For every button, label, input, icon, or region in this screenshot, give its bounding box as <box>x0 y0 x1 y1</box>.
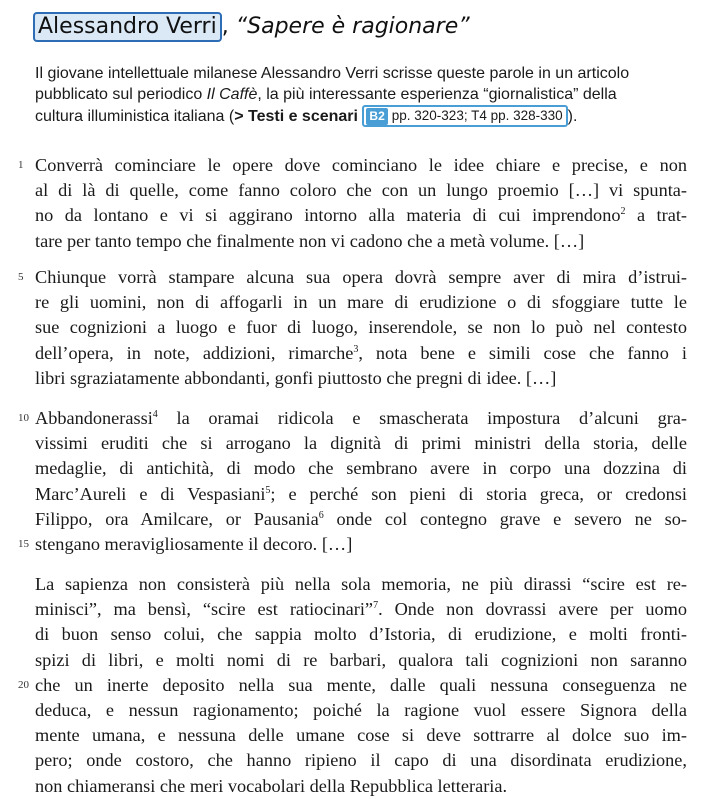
volume-badge: B2 <box>366 108 387 125</box>
line-text: libri sgraziatamente abbondanti, gonfi piuttosto che pregni di idee. […] <box>35 367 557 388</box>
intro-text-fragment: cultura illuministica italiana ( <box>35 108 235 125</box>
line-text: onde col contegno grave e severo ne so- <box>323 508 687 529</box>
intro-text <box>35 63 695 126</box>
line-text: sue cognizioni a luogo e fuor di luogo, inserendole, se non lo può nel contesto <box>35 317 687 338</box>
line-text: tare per tanto tempo che finalmente non vi cadono che a metà volume. […] <box>35 230 585 251</box>
text-line <box>35 456 687 481</box>
line-text: la oramai ridicola e smascherata impostura d’alcuni gra- <box>157 408 687 428</box>
cross-reference-link[interactable]: > Testi e scenari <box>234 108 358 125</box>
footnote-marker[interactable]: 7 <box>373 600 379 612</box>
text-line <box>35 178 687 203</box>
text-line <box>18 153 687 178</box>
text-line <box>18 673 687 698</box>
author-name: Alessandro Verri <box>38 14 217 39</box>
text-line <box>35 482 687 507</box>
paragraph-4 <box>18 572 687 799</box>
line-number: 10 <box>18 412 29 424</box>
line-text: Filippo, ora Amilcare, or Pausania <box>35 508 319 529</box>
line-text: al di là di quelle, come fanno coloro che con un lungo proemio […] vi spunta- <box>35 180 687 201</box>
line-text: . Onde non dovrassi avere per uomo <box>378 599 687 620</box>
author-highlight[interactable] <box>33 12 222 42</box>
line-text: re gli uomini, non di affogarli in un mare di erudizione o di sfoggiare tutte le <box>35 292 687 313</box>
footnote-marker[interactable]: 6 <box>318 509 324 521</box>
text-line <box>35 366 687 391</box>
text-line <box>35 229 687 254</box>
line-number: 1 <box>18 159 24 171</box>
line-text: vissimi eruditi che si arrogano la dignità di primi ministri della storia, delle <box>35 433 687 454</box>
line-text: che un inerte deposito nella sua mente, dalle quali nessuna conseguenza ne <box>35 674 687 695</box>
intro-line-2 <box>35 84 695 105</box>
paragraph-1 <box>18 153 687 254</box>
line-text: pero; onde costoro, che hanno ripieno il capo di una disordinata erudizione, <box>35 750 687 771</box>
line-text: Chiunque vorrà stampare alcuna sua opera dovrà sempre aver di mira d’istrui- <box>35 267 687 287</box>
text-line <box>35 622 687 647</box>
text-line <box>35 774 687 799</box>
page-reference-box[interactable] <box>362 105 567 127</box>
paragraph-2 <box>18 265 687 391</box>
journal-title: Il Caffè <box>206 86 258 103</box>
text-line <box>18 406 687 431</box>
page-title <box>33 12 470 42</box>
line-text: deduca, e nessun ragionamento; poiché la ragione vuol essere Signora della <box>35 699 687 720</box>
line-number: 5 <box>18 271 24 283</box>
footnote-marker[interactable]: 3 <box>353 343 359 355</box>
text-line <box>35 597 687 622</box>
line-number: 20 <box>18 678 29 691</box>
line-text: a trat- <box>625 205 687 226</box>
line-text: non chiameransi che meri vocabolari della Repubblica letteraria. <box>35 775 508 796</box>
text-line <box>35 290 687 315</box>
text-line <box>18 265 687 290</box>
text-line <box>35 572 687 597</box>
text-line <box>35 341 687 366</box>
work-title: “Sapere è ragionare” <box>235 14 470 39</box>
line-text: ; e perché son pieni di storia greca, or credonsi <box>270 483 688 504</box>
text-line <box>35 507 687 532</box>
text-line <box>35 723 687 748</box>
line-text: mente umana, e nessuna delle umane cose si deve sottrarre al dolce suo im- <box>35 725 687 746</box>
page-reference: pp. 320-323; T4 pp. 328-330 <box>391 108 563 123</box>
footnote-marker[interactable]: 4 <box>152 409 158 420</box>
line-text: Marc’Aureli e di Vespasiani <box>35 483 266 504</box>
line-text: minisci”, ma bensì, “scire est ratiocinari” <box>35 599 374 620</box>
intro-text-fragment: pubblicato sul periodico <box>35 86 207 103</box>
intro-line-3 <box>35 105 695 126</box>
line-text: spizi di libri, e molti nomi di re barbari, qualora tali cognizioni non saranno <box>35 649 687 670</box>
text-line <box>35 648 687 673</box>
intro-text-fragment: ). <box>567 108 578 125</box>
line-text: dell’opera, in note, addizioni, rimarche <box>35 342 354 363</box>
line-text: Converrà cominciare le opere dove cominciano le idee chiare e precise, e non <box>35 155 687 175</box>
text-line <box>35 203 687 228</box>
text-line <box>35 315 687 340</box>
line-number: 15 <box>18 537 29 550</box>
line-text: Abbandonerassi <box>35 408 153 428</box>
text-line <box>18 532 687 557</box>
text-line <box>35 431 687 456</box>
intro-line-1: Il giovane intellettuale milanese Alessandro Verri scrisse queste parole in un articolo <box>35 65 630 82</box>
line-text: di buon senso colui, che sappia molto d’Istoria, di erudizione, e molti fronti- <box>35 624 687 645</box>
intro-text-fragment: , la più interessante esperienza “giornalistica” della <box>257 86 617 103</box>
line-text: stengano meravigliosamente il decoro. […] <box>35 533 353 554</box>
line-text: La sapienza non consisterà più nella sola memoria, ne più dirassi “scire est re- <box>35 574 687 594</box>
footnote-marker[interactable]: 5 <box>265 484 271 496</box>
line-text: no da lontano e vi si aggirano intorno alla materia di cui imprendono <box>35 205 621 226</box>
paragraph-3 <box>18 406 688 557</box>
line-text: medaglie, di antichità, di modo che sembrano avere in corpo una dozzina di <box>35 458 687 479</box>
footnote-marker[interactable]: 2 <box>620 206 626 218</box>
line-text: , nota bene e simili cose che fanno i <box>358 342 687 363</box>
title-separator: , <box>221 14 236 39</box>
text-line <box>35 698 687 723</box>
text-line <box>35 748 687 773</box>
